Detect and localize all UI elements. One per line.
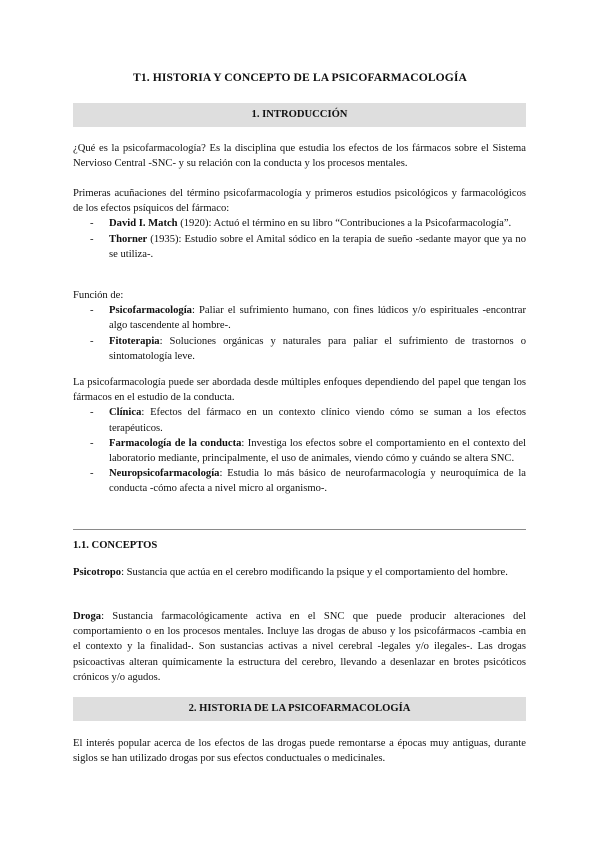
list-item	[73, 216, 526, 231]
term-description: (1920): Actuó el término en su libro “Contribuciones a la Psicofarmacología”.	[177, 218, 512, 230]
dash-bullet-icon: -	[90, 335, 94, 347]
term-name: Fitoterapia	[109, 335, 160, 347]
list-item	[73, 466, 526, 496]
history-intro-paragraph	[73, 736, 526, 766]
list-item	[73, 334, 526, 364]
approaches-list	[73, 405, 526, 496]
definition-term: Psicotropo	[73, 567, 122, 578]
term-description: : Paliar el sufrimiento humano, con fines lúdicos y/o espirituales -encontrar algo tascendente al hombre-.	[109, 305, 526, 332]
term-description: : Soluciones orgánicas y naturales para paliar el sufrimiento de trastornos o sintomatología leve.	[109, 335, 526, 362]
document-title: T1. HISTORIA Y CONCEPTO DE LA PSICOFARMACOLOGÍA	[133, 71, 467, 84]
list-item	[73, 232, 526, 262]
dash-bullet-icon: -	[90, 218, 94, 230]
section-divider	[73, 529, 526, 530]
section-heading-historia: 2. HISTORIA DE LA PSICOFARMACOLOGÍA	[73, 697, 526, 721]
approaches-lead: La psicofarmacología puede ser abordada desde múltiples enfoques dependiendo del papel que tengan los fármacos en el estudio de la conducta.	[73, 377, 526, 404]
function-block	[73, 288, 526, 364]
intro-text: ¿Qué es la psicofarmacología? Es la disciplina que estudia los efectos de los fármacos sobre el Sistema Nervioso Central -SNC- y su relación con la conducta y los procesos mentales.	[73, 143, 526, 170]
definition-psicotropo	[73, 565, 526, 580]
early-terms-block	[73, 186, 526, 262]
dash-bullet-icon: -	[90, 305, 94, 317]
section-heading-introduccion: 1. INTRODUCCIÓN	[73, 103, 526, 127]
early-terms-lead: Primeras acuñaciones del término psicofarmacología y primeros estudios psicológicos y farmacológicos de los efectos psíquicos del fármaco:	[73, 188, 526, 215]
intro-paragraph	[73, 141, 526, 171]
term-name: Farmacología de la conducta	[109, 437, 242, 449]
term-description: (1935): Estudio sobre el Amital sódico en la terapia de sueño -sedante mayor que ya no se utiliza-.	[109, 233, 526, 260]
term-name: David I. Match	[109, 218, 178, 230]
list-item	[73, 436, 526, 466]
definition-term: Droga	[73, 611, 102, 622]
approaches-block	[73, 375, 526, 497]
function-list	[73, 303, 526, 364]
function-lead: Función de:	[73, 290, 124, 301]
list-item	[73, 405, 526, 435]
list-item	[73, 303, 526, 333]
early-terms-list	[73, 216, 526, 262]
dash-bullet-icon: -	[90, 233, 94, 245]
subsection-heading-conceptos: 1.1. CONCEPTOS	[73, 540, 158, 551]
term-description: : Estudia lo más básico de neurofarmacología y neuroquímica de la conducta -cómo afecta a nivel micro al organismo-.	[109, 468, 526, 495]
term-description: : Investiga los efectos sobre el comportamiento en el contexto del laboratorio mediante, principalmente, el uso de animales, viendo cómo y cuándo se altera SNC.	[109, 437, 526, 465]
definition-text	[73, 565, 526, 580]
definition-description: : Sustancia farmacológicamente activa en el SNC que puede producir alteraciones del comportamiento o en los procesos mentales. Incluye las drogas de abuso y los psicofármacos -cambia en el contexto y la finalidad-. Son sustancias activas a nivel cerebral -legales y/o ilegales-. Las drogas psicoactivas alteran químicamente la estructura del cerebro, llevando a desenlazar en brotes psicóticos crónicos y/o agudos.	[73, 611, 526, 683]
definition-text	[73, 609, 526, 685]
dash-bullet-icon: -	[90, 437, 94, 449]
term-name: Thorner	[109, 233, 148, 245]
definition-description: : Sustancia que actúa en el cerebro modificando la psique y el comportamiento del hombre.	[121, 567, 508, 578]
dash-bullet-icon: -	[90, 407, 94, 419]
history-intro-text: El interés popular acerca de los efectos de las drogas puede remontarse a épocas muy antiguas, durante siglos se han utilizado drogas por sus efectos conductuales o medicinales.	[73, 738, 526, 765]
term-name: Neuropsicofarmacología	[109, 468, 220, 480]
term-name: Psicofarmacología	[109, 305, 192, 317]
term-name: Clínica	[109, 407, 142, 419]
term-description: : Efectos del fármaco en un contexto clínico viendo cómo se suman a los efectos terapéuticos.	[109, 407, 526, 434]
dash-bullet-icon: -	[90, 468, 94, 480]
definition-droga	[73, 609, 526, 685]
